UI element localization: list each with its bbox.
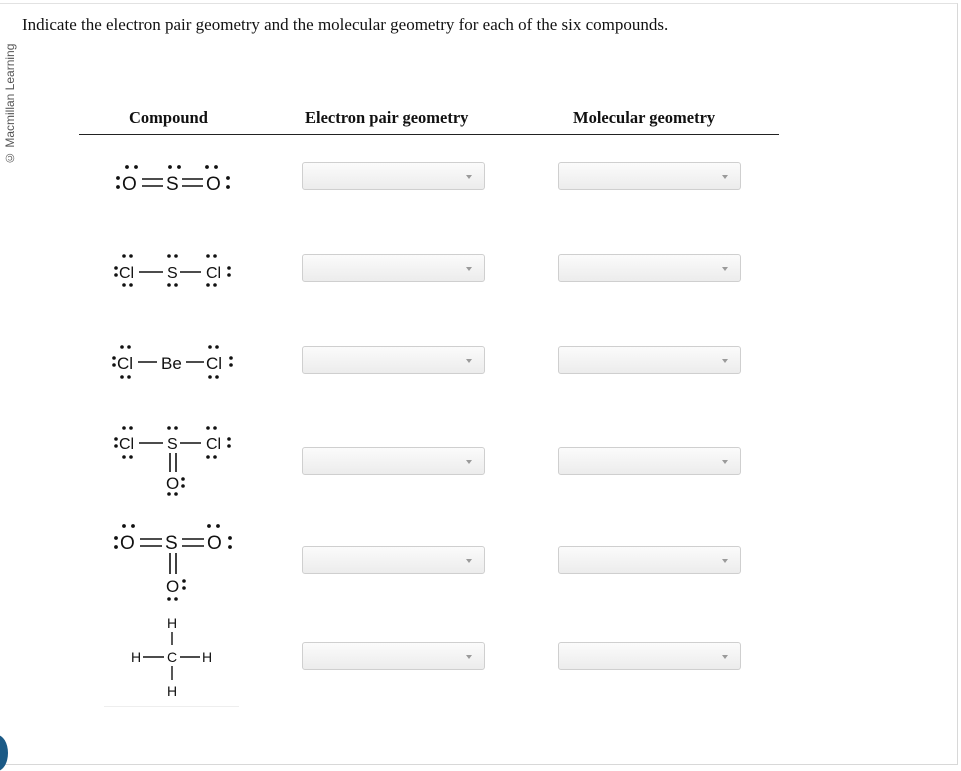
atom-h-right: H [202, 649, 213, 665]
atom-h-top: H [167, 615, 178, 631]
chevron-down-icon [466, 267, 472, 271]
epg-select-so3[interactable] [302, 546, 485, 574]
compound-so3-structure [100, 520, 240, 605]
epg-select-scl2[interactable] [302, 254, 485, 282]
mg-select-so3[interactable] [558, 546, 741, 574]
compound-ch4-structure [100, 612, 240, 702]
mg-select-ch4[interactable] [558, 642, 741, 670]
atom-s-center: S [165, 533, 178, 554]
chevron-down-icon [722, 267, 728, 271]
epg-select-socl2[interactable] [302, 447, 485, 475]
chevron-down-icon [466, 460, 472, 464]
atom-cl-right: Cl [206, 436, 222, 453]
epg-select-becl2[interactable] [302, 346, 485, 374]
atom-h-left: H [131, 649, 142, 665]
atom-o-right: O [207, 533, 222, 554]
chevron-down-icon [466, 559, 472, 563]
mg-select-so2[interactable] [558, 162, 741, 190]
chevron-down-icon [722, 655, 728, 659]
header-electron-pair-geometry: Electron pair geometry [305, 108, 469, 127]
header-compound: Compound [129, 108, 208, 127]
atom-o-right: O [206, 174, 221, 195]
atom-be-center: Be [161, 354, 182, 373]
compound-so2-structure [100, 160, 240, 200]
chevron-down-icon [466, 655, 472, 659]
chevron-down-icon [722, 460, 728, 464]
atom-c-center: C [167, 649, 178, 665]
atom-s-center: S [166, 174, 179, 195]
atom-cl-left: Cl [119, 436, 135, 453]
chevron-down-icon [466, 175, 472, 179]
atom-cl-left: Cl [119, 265, 135, 282]
atom-s-center: S [167, 436, 178, 453]
atom-cl-left: Cl [117, 354, 134, 373]
mg-select-scl2[interactable] [558, 254, 741, 282]
atom-o-left: O [120, 533, 135, 554]
compound-becl2-structure [100, 342, 245, 382]
atom-cl-right: Cl [206, 265, 222, 282]
compound-scl2-structure [100, 252, 240, 292]
chevron-down-icon [722, 359, 728, 363]
table-header [79, 108, 779, 135]
epg-select-ch4[interactable] [302, 642, 485, 670]
chevron-down-icon [466, 359, 472, 363]
header-molecular-geometry: Molecular geometry [573, 108, 716, 127]
atom-h-bottom: H [167, 683, 178, 699]
epg-select-so2[interactable] [302, 162, 485, 190]
mg-select-socl2[interactable] [558, 447, 741, 475]
chevron-down-icon [722, 559, 728, 563]
chevron-down-icon [722, 175, 728, 179]
divider [104, 706, 239, 707]
question-text: Indicate the electron pair geometry and the molecular geometry for each of the six compounds. [22, 15, 669, 34]
atom-s-center: S [167, 265, 178, 282]
mg-select-becl2[interactable] [558, 346, 741, 374]
copyright-label: © Macmillan Learning [3, 43, 17, 165]
compound-socl2-structure [100, 424, 240, 499]
atom-o-bottom: O [166, 577, 180, 596]
atom-cl-right: Cl [206, 354, 223, 373]
atom-o-left: O [122, 174, 137, 195]
atom-o-bottom: O [166, 474, 180, 493]
